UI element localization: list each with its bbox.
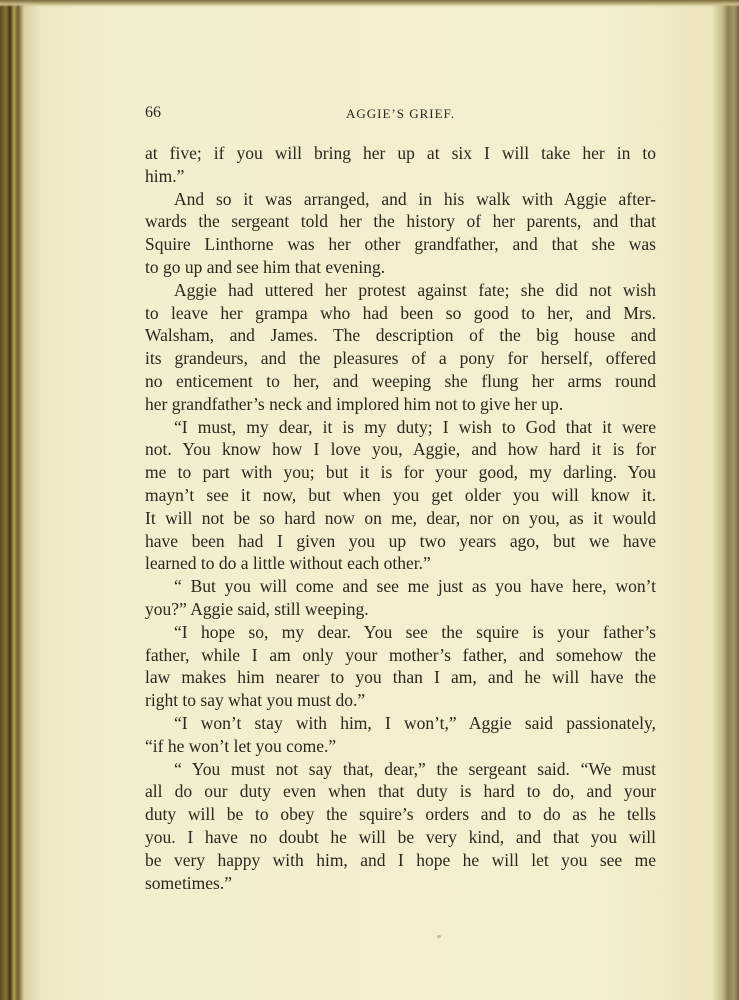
- page-number: 66: [145, 104, 161, 121]
- text-line: “I hope so, my dear. You see the squire is your father’s: [174, 621, 656, 642]
- paper-speck: [437, 935, 441, 938]
- text-line: “if he won’t let you come.”: [145, 735, 337, 756]
- text-line: Walsham, and James. The description of the big house and: [145, 325, 656, 346]
- page-body-text: [145, 142, 656, 894]
- page-header: [145, 104, 656, 126]
- text-line: It will not be so hard now on me, dear, nor on you, as it would: [145, 507, 656, 528]
- paragraph: [145, 416, 656, 576]
- text-line: you?” Aggie said, still weeping.: [145, 598, 369, 619]
- paragraph: [145, 279, 656, 416]
- text-line: learned to do a little without each other.”: [145, 553, 431, 574]
- page-top-edge: [0, 0, 739, 7]
- text-line: you. I have no doubt he will be very kind, and that you will: [145, 826, 656, 847]
- paragraph: [145, 621, 656, 712]
- paragraph: [145, 188, 656, 279]
- text-line: be very happy with him, and I hope he will let you see me: [145, 849, 656, 870]
- text-line: father, while I am only your mother’s father, and somehow the: [145, 644, 656, 665]
- text-line: wards the sergeant told her the history of her parents, and that: [145, 211, 656, 232]
- text-line: no enticement to her, and weeping she flung her arms round: [145, 370, 656, 391]
- text-line: at five; if you will bring her up at six I will take her in to: [145, 143, 656, 163]
- text-line: law makes him nearer to you than I am, and he will have the: [145, 667, 656, 688]
- text-line: to leave her grampa who had been so good to her, and Mrs.: [145, 302, 656, 323]
- text-line: And so it was arranged, and in his walk with Aggie after-: [174, 188, 656, 209]
- text-line: “ You must not say that, dear,” the sergeant said. “We must: [174, 758, 656, 779]
- text-line: Aggie had uttered her protest against fate; she did not wish: [174, 279, 656, 300]
- text-line: right to say what you must do.”: [145, 690, 366, 711]
- text-line: have been had I given you up two years ago, but we have: [145, 530, 656, 551]
- paragraph: [145, 712, 656, 758]
- text-line: mayn’t see it now, but when you get older you will know it.: [145, 484, 656, 505]
- text-line: not. You know how I love you, Aggie, and how hard it is for: [145, 439, 656, 460]
- text-line: sometimes.”: [145, 872, 232, 893]
- text-line: its grandeurs, and the pleasures of a pony for herself, offered: [145, 348, 656, 369]
- text-line: “I won’t stay with him, I won’t,” Aggie said passionately,: [174, 712, 656, 733]
- text-line: “ But you will come and see me just as you have here, won’t: [174, 576, 656, 597]
- text-line: me to part with you; but it is for your good, my darling. You: [145, 462, 656, 483]
- text-line: all do our duty even when that duty is hard to do, and your: [145, 781, 656, 802]
- paragraph: [145, 575, 656, 621]
- text-line: Squire Linthorne was her other grandfather, and that she was: [145, 234, 656, 255]
- text-line: him.”: [145, 165, 185, 186]
- text-line: duty will be to obey the squire’s orders and to do as he tells: [145, 804, 656, 825]
- running-title: AGGIE’S GRIEF.: [345, 106, 455, 121]
- text-line: “I must, my dear, it is my duty; I wish to God that it were: [174, 416, 656, 437]
- text-line: her grandfather’s neck and implored him not to give her up.: [145, 393, 564, 414]
- paragraph: [145, 142, 656, 188]
- text-line: to go up and see him that evening.: [145, 256, 386, 277]
- paragraph: [145, 758, 656, 895]
